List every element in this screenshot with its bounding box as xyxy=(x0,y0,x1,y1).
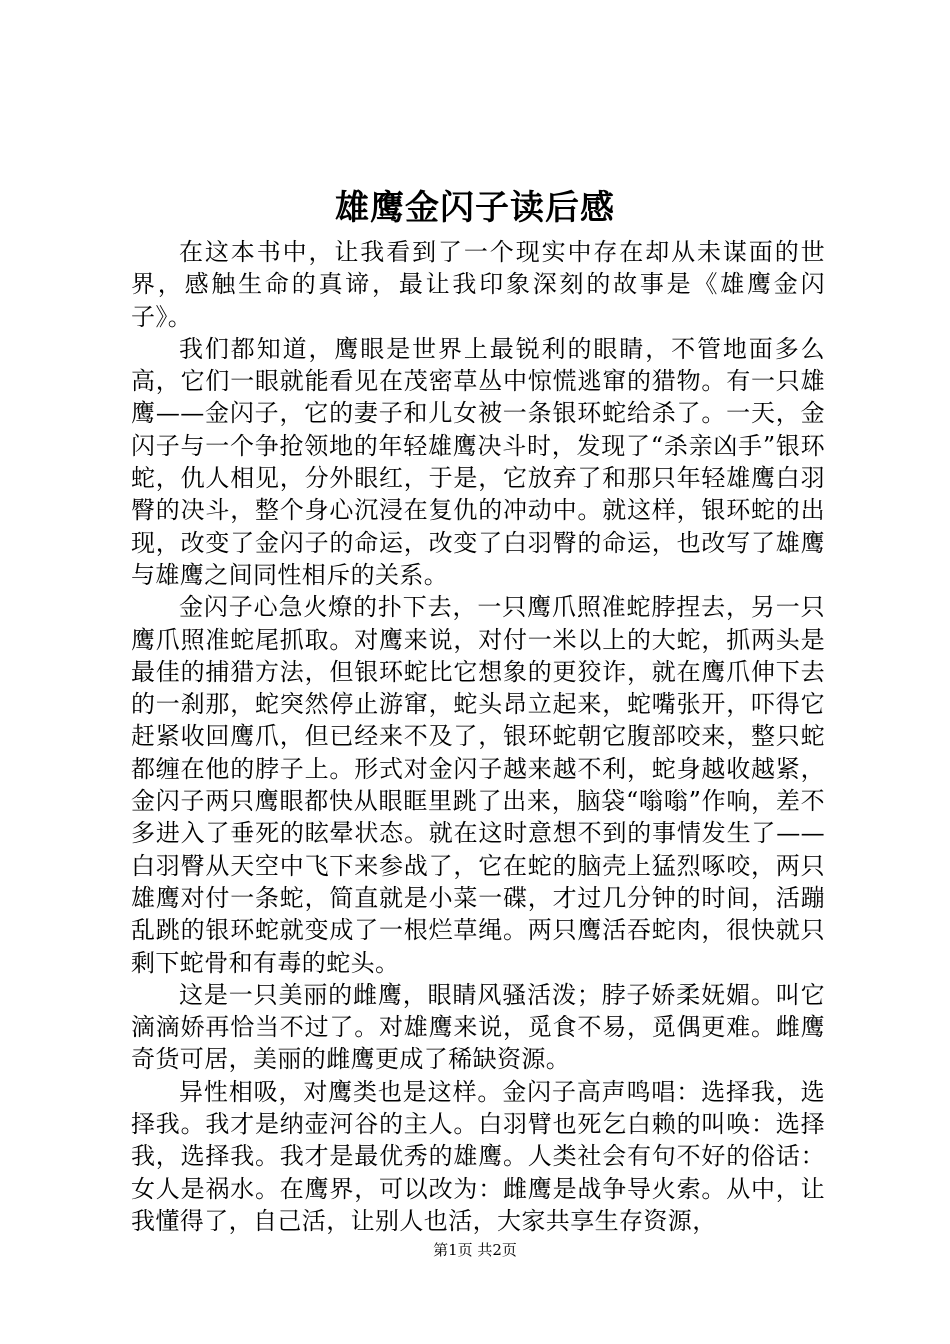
paragraph: 在这本书中，让我看到了一个现实中存在却从未谋面的世界，感触生命的真谛，最让我印象深刻的故事是《雄鹰金闪子》。 xyxy=(131,238,825,331)
paragraph: 我们都知道，鹰眼是世界上最锐利的眼睛，不管地面多么高，它们一眼就能看见在茂密草丛中惊慌逃窜的猎物。有一只雄鹰——金闪子，它的妻子和儿女被一条银环蛇给杀了。一天，金闪子与一个争抢领地的年轻雄鹰决斗时，发现了“杀亲凶手”银环蛇，仇人相见，分外眼红，于是，它放弃了和那只年轻雄鹰白羽臀的决斗，整个身心沉浸在复仇的冲动中。就这样，银环蛇的出现，改变了金闪子的命运，改变了白羽臀的命运，也改写了雄鹰与雄鹰之间同性相斥的关系。 xyxy=(131,334,825,589)
paragraph: 这是一只美丽的雌鹰，眼睛风骚活泼；脖子娇柔妩媚。叫它滴滴娇再恰当不过了。对雄鹰来说，觅食不易，觅偶更难。雌鹰奇货可居，美丽的雌鹰更成了稀缺资源。 xyxy=(131,980,825,1074)
paragraph: 金闪子心急火燎的扑下去，一只鹰爪照准蛇脖捏去，另一只鹰爪照准蛇尾抓取。对鹰来说，对付一米以上的大蛇，抓两头是最佳的捕猎方法，但银环蛇比它想象的更狡诈，就在鹰爪伸下去的一刹那，蛇突然停止游窜，蛇头昂立起来，蛇嘴张开，吓得它赶紧收回鹰爪，但已经来不及了，银环蛇朝它腹部咬来，整只蛇都缠在他的脖子上。形式对金闪子越来越不利，蛇身越收越紧，金闪子两只鹰眼都快从眼眶里跳了出来，脑袋“嗡嗡”作响，差不多进入了垂死的眩晕状态。就在这时意想不到的事情发生了——白羽臀从天空中飞下来参战了，它在蛇的脑壳上猛烈啄咬，两只雄鹰对付一条蛇，简直就是小菜一碟，才过几分钟的时间，活蹦乱跳的银环蛇就变成了一根烂草绳。两只鹰活吞蛇肉，很快就只剩下蛇骨和有毒的蛇头。 xyxy=(131,593,825,977)
page-footer: 第1页 共2页 xyxy=(433,1241,517,1259)
paragraph: 异性相吸，对鹰类也是这样。金闪子高声鸣唱：选择我，选择我。我才是纳壶河谷的主人。白羽臂也死乞白赖的叫唤：选择我，选择我。我才是最优秀的雄鹰。人类社会有句不好的俗话：女人是祸水。在鹰界，可以改为：雌鹰是战争导火索。从中，让我懂得了，自己活，让别人也活，大家共享生存资源， xyxy=(131,1077,825,1235)
document-title: 雄鹰金闪子读后感 xyxy=(335,188,615,228)
document-body xyxy=(131,236,825,1237)
